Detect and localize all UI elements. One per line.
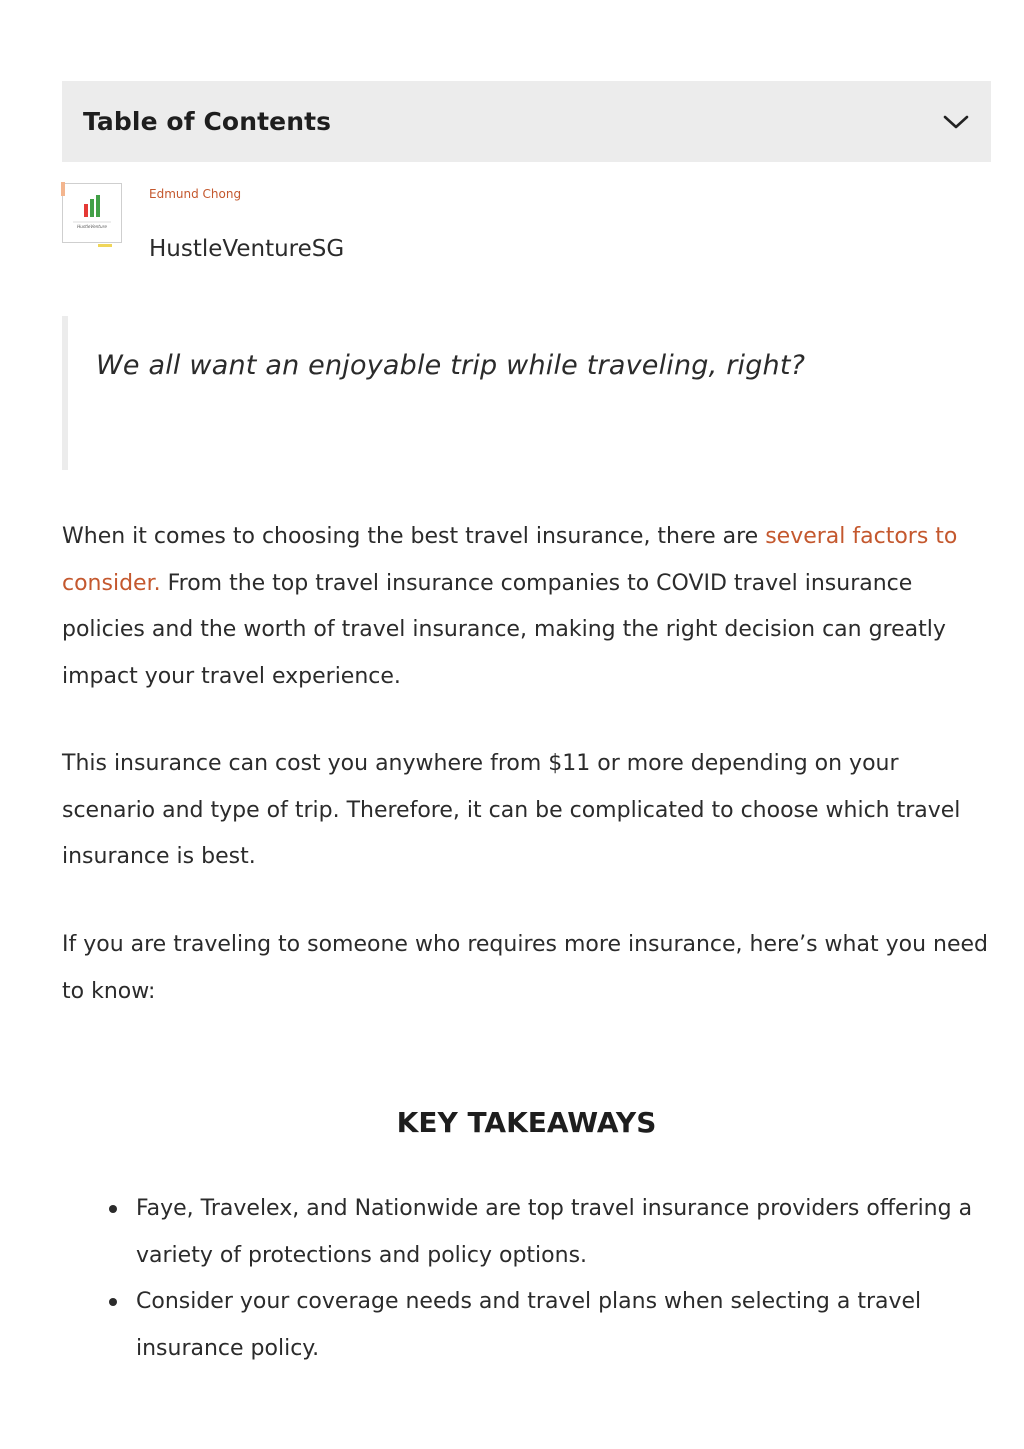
table-of-contents[interactable] [62,81,991,162]
avatar-decoration [98,244,112,247]
avatar-accent [61,182,65,196]
paragraph-intro [62,514,997,700]
bullet-icon [109,1298,117,1306]
author-name-link[interactable]: Edmund Chong [149,187,242,201]
bullet-icon [109,1205,117,1213]
list-item [136,1186,991,1279]
paragraph-need-to-know: If you are traveling to someone who requires more insurance, here’s what you need to know: [62,932,988,1004]
chevron-down-icon[interactable] [941,107,971,137]
blockquote [62,316,991,470]
paragraph-cost: This insurance can cost you anywhere from $11 or more depending on your scenario and type of trip. Therefore, it can be complicated to choose which travel insurance is best. [62,751,961,869]
quote-text: We all want an enjoyable trip while traveling, right? [96,350,806,381]
author-block [62,183,562,263]
factors-link[interactable]: several factors to consider. [62,524,958,596]
list-item-text: Consider your coverage needs and travel plans when selecting a travel insurance policy. [136,1289,922,1361]
paragraph-intro-text-after: From the top travel insurance companies to COVID travel insurance policies and the worth of travel insurance, making the right decision can greatly impact your travel experience. [62,570,946,689]
key-takeaways-heading: KEY TAKEAWAYS [396,1106,657,1139]
author-site-name: HustleVentureSG [149,236,345,262]
toc-title: Table of Contents [83,107,332,136]
list-item-text: Faye, Travelex, and Nationwide are top travel insurance providers offering a variety of protections and policy options. [136,1196,973,1268]
paragraph-intro-text: When it comes to choosing the best travel insurance, there are [62,524,766,549]
svg-text:HustleVenture: HustleVenture [77,224,107,229]
avatar [62,183,122,243]
list-item [136,1279,991,1372]
hustleventure-logo [63,184,121,242]
key-takeaways-list [136,1186,991,1372]
